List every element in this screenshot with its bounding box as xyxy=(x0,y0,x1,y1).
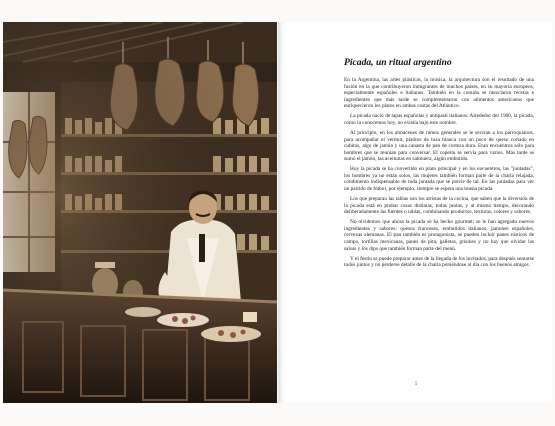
shopkeeper-photo xyxy=(3,22,277,403)
paragraph: Hoy la picada se ha convertido en plato principal y en los encuentros, las "juntadas", los hombres ya no están solos, las mujeres también forman parte de la charla relajada, condimento indispensable de toda juntada que se precie de tal. En las juntadas para ver un partido de fútbol, por ejemplo, siempre se espera una buena picada. xyxy=(344,166,534,192)
article-title: Picada, un ritual argentino xyxy=(344,57,452,68)
text-page xyxy=(278,22,552,403)
paragraph: Los que preparan las tablas son los artistas de la cocina, que saben que la diversión de la picada está en probar cosas distintas, todas juntas, y al mismo tiempo, decorando deliberadamente las fuentes o tablas, combinando productos, texturas, colores y sabores. xyxy=(344,196,534,216)
paragraph: Y el festín se puede preparar antes de la llegada de los invitados, para después sentarse todos juntos y no perderse detalle de la charla poniéndose al día con los buenos amigos. xyxy=(344,255,534,269)
paragraph: Al principio, en los almacenes de ramos generales se le servían a los parroquianos, para acompañar el vermut, platitos de loza blanca con un poco de queso cortado en cubitos, algo de jamón y una canasta de pan de corteza dura. Eran encuentros sólo para hombres que se reunían para conversar. El copetín se servía para varios. Más tarde se sumó el jamón, las aceitunas en salmuera, algún embutido. xyxy=(344,130,534,163)
photo-page xyxy=(3,22,277,403)
paragraph: No olvidemos que ahora la picada se ha hecho gourmet; se le han agregado nuevos ingredientes y sabores: quesos franceses, embutidos italianos, jamones españoles, cervezas alemanas. El pan también es protagonista, se pueden incluir panes rústicos de campo, tortillas mexicanas, panes de pita, galletas, grisines y no hay que olvidar las salsas y los dips que también forman parte del menú. xyxy=(344,219,534,252)
article-body xyxy=(344,77,534,272)
paragraph: La picada nació de tapas españolas y antipasti italianos. Alrededor del 1900, la picada, como la conocemos hoy, no existía bajo este nombre. xyxy=(344,113,534,126)
counter xyxy=(3,290,277,403)
page-number: 5 xyxy=(415,382,418,387)
paragraph: En la Argentina, las artes plásticas, la música, la arquitectura son el resultado de una fusión en la que contribuyeron inmigrantes de muchos países, en su mayoría europeos, especialmente españoles e italianos. También en la comida se mezclaron recetas e ingredientes que más tarde se complementaron con alimentos americanos que enriquecieron los platos en ambas costas del Atlántico. xyxy=(344,77,534,110)
